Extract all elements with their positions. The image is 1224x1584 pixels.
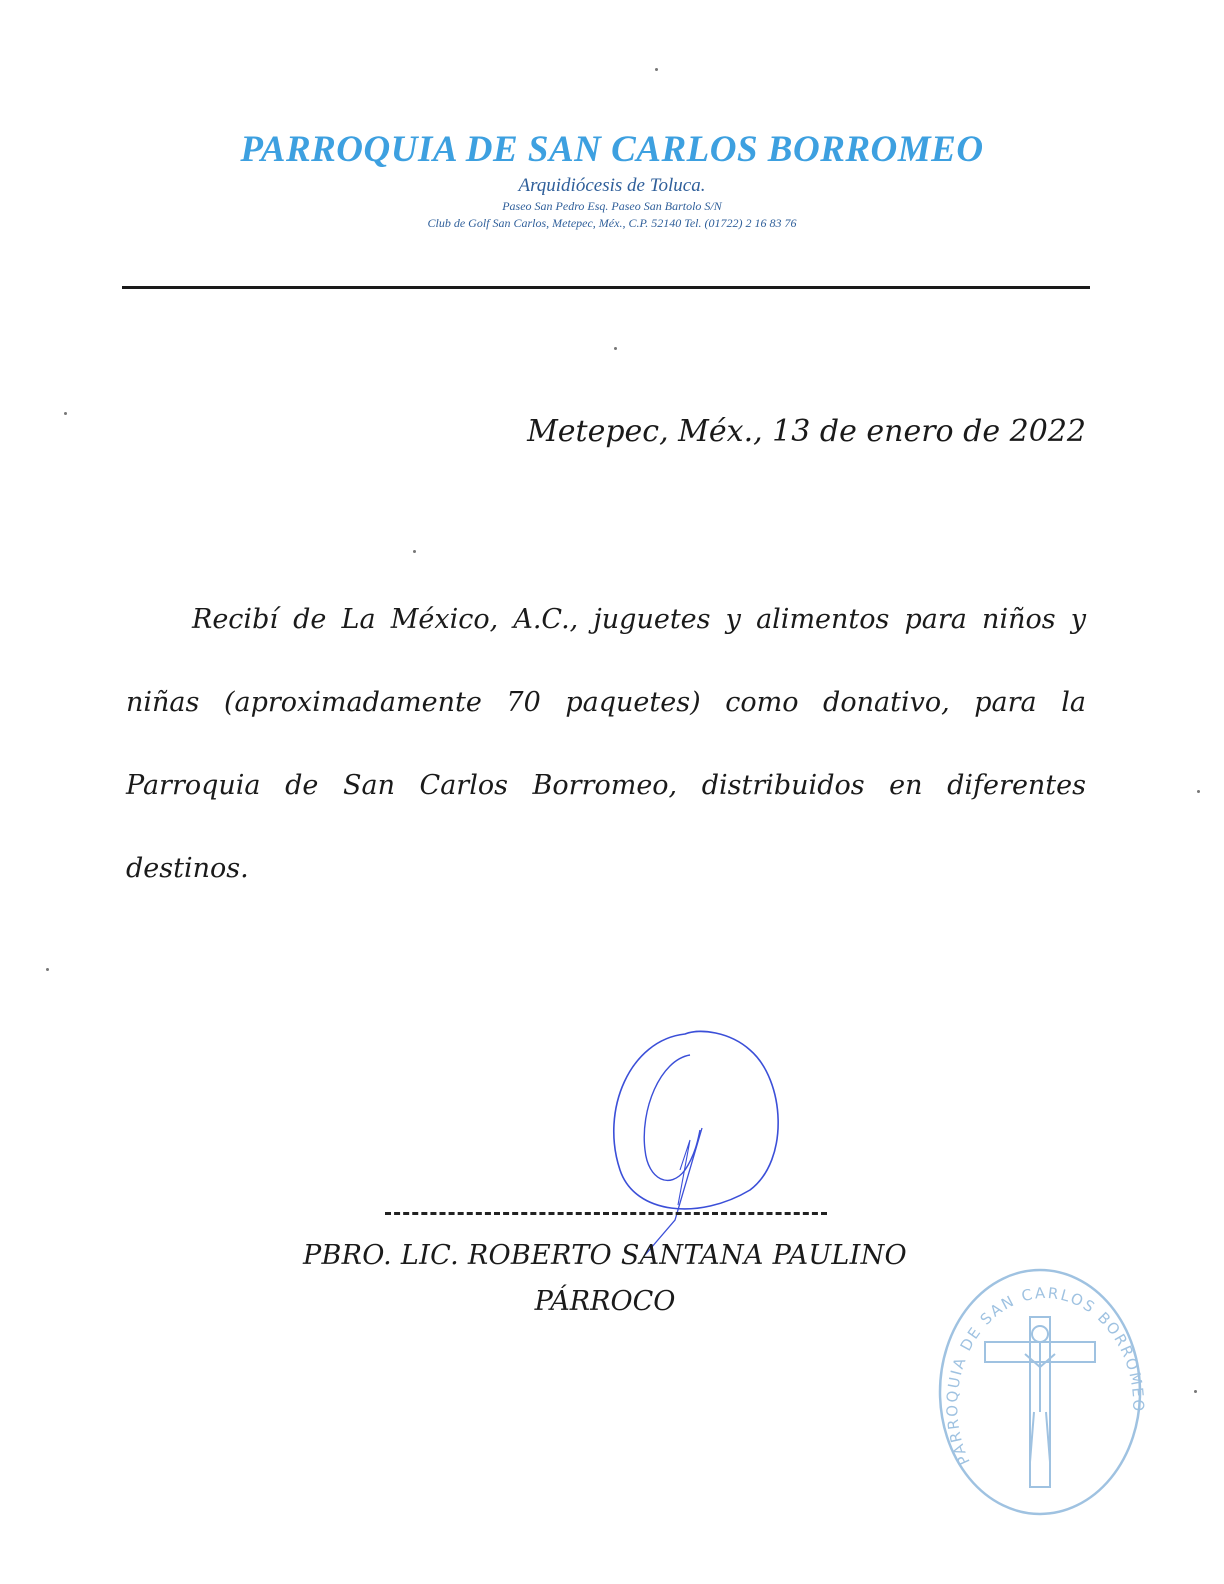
- scan-speck: [614, 347, 617, 350]
- archdiocese: Arquidiócesis de Toluca.: [518, 175, 706, 196]
- scan-speck: [413, 550, 416, 553]
- scan-speck: [1194, 1390, 1197, 1393]
- letter-body: Recibí de La México, A.C., juguetes y alimentos para niños y niñas (aproximadamente 70 paquetes) como donativo, para la Parroquia de San Carlos Borromeo, distribuidos en diferentes destinos.: [126, 604, 1086, 884]
- address-line-2: Club de Golf San Carlos, Metepec, Méx., C.P. 52140 Tel. (01722) 2 16 83 76: [427, 216, 797, 230]
- signer-name: PBRO. LIC. ROBERTO SANTANA PAULINO: [303, 1240, 907, 1271]
- address-line-1: Paseo San Pedro Esq. Paseo San Bartolo S/N: [502, 199, 722, 213]
- scan-speck: [1197, 790, 1200, 793]
- signature-line: [385, 1212, 827, 1215]
- parish-name: PARROQUIA DE SAN CARLOS BORROMEO: [240, 129, 984, 170]
- seal-text: PARROQUIA DE SAN CARLOS BORROMEO: [943, 1283, 1148, 1468]
- signer-title: PÁRROCO: [534, 1286, 676, 1317]
- letterhead: [0, 128, 1224, 232]
- cross-icon: [985, 1317, 1095, 1487]
- svg-text:PARROQUIA DE SAN CARLOS BORROM: [943, 1284, 1147, 1468]
- parish-seal-stamp: [930, 1262, 1150, 1522]
- letter-date: Metepec, Méx., 13 de enero de 2022: [527, 414, 1086, 449]
- scan-speck: [46, 968, 49, 971]
- signature-scribble: [590, 1020, 790, 1260]
- letterhead-divider: [122, 286, 1090, 289]
- scan-speck: [655, 68, 658, 71]
- scan-speck: [64, 412, 67, 415]
